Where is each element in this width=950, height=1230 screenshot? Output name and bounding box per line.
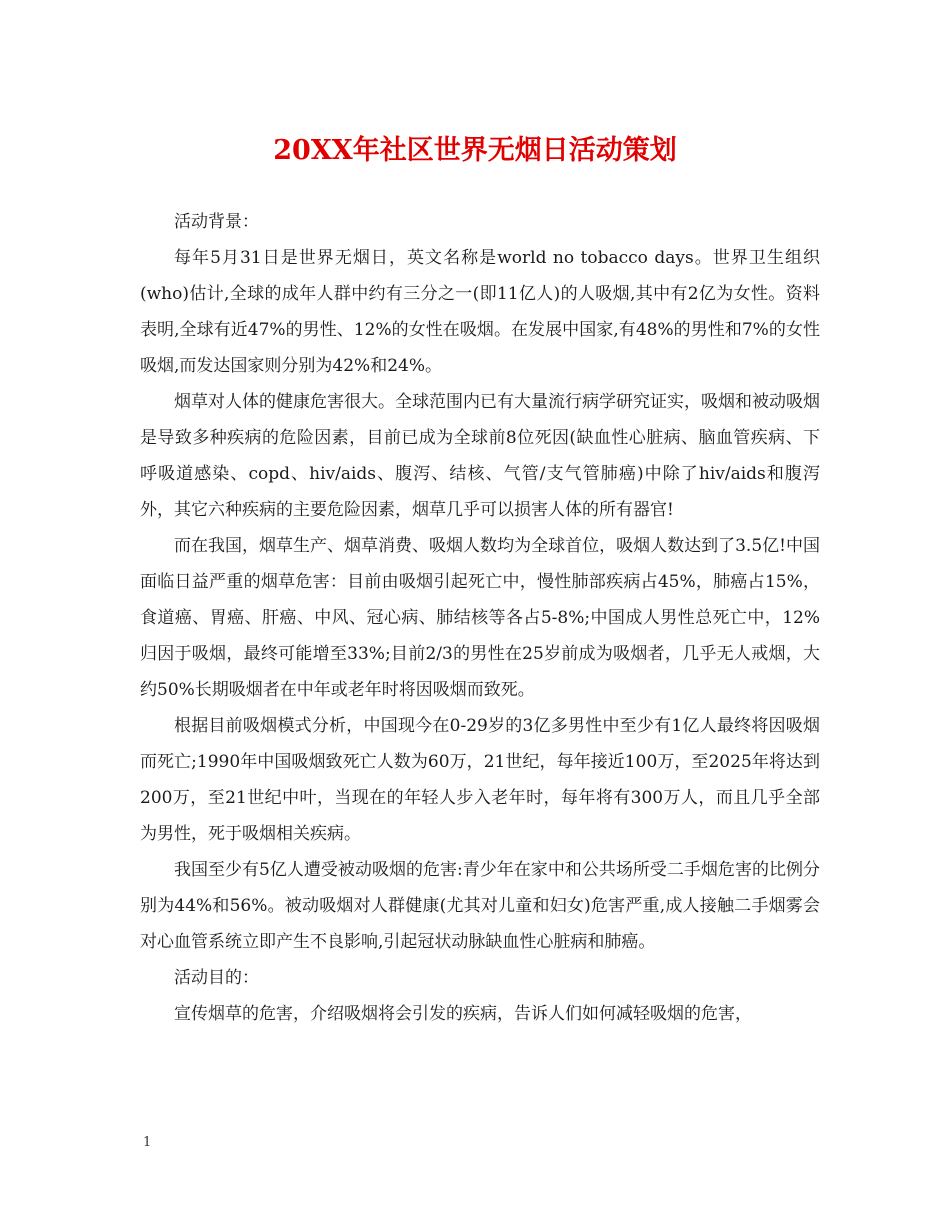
- paragraph: 我国至少有5亿人遭受被动吸烟的危害:青少年在家中和公共场所受二手烟危害的比例分别为44%和56%。被动吸烟对人群健康(尤其对儿童和妇女)危害严重,成人接触二手烟雾会对心血管系统立即产生不良影响,引起冠状动脉缺血性心脏病和肺癌。: [140, 860, 820, 952]
- paragraph: 烟草对人体的健康危害很大。全球范围内已有大量流行病学研究证实，吸烟和被动吸烟是导致多种疾病的危险因素，目前已成为全球前8位死因(缺血性心脏病、脑血管疾病、下呼吸道感染、copd、hiv/aids、腹泻、结核、气管/支气管肺癌)中除了hiv/aids和腹泻外，其它六种疾病的主要危险因素，烟草几乎可以损害人体的所有器官!: [140, 392, 820, 520]
- paragraph: 根据目前吸烟模式分析，中国现今在0-29岁的3亿多男性中至少有1亿人最终将因吸烟而死亡;1990年中国吸烟致死亡人数为60万，21世纪，每年接近100万，至2025年将达到200万，至21世纪中叶，当现在的年轻人步入老年时，每年将有300万人，而且几乎全部为男性，死于吸烟相关疾病。: [140, 716, 820, 844]
- document-title: 20XX年社区世界无烟日活动策划: [273, 135, 677, 166]
- page-number: 1: [143, 1135, 152, 1150]
- paragraph: 而在我国，烟草生产、烟草消费、吸烟人数均为全球首位，吸烟人数达到了3.5亿!中国面临日益严重的烟草危害：目前由吸烟引起死亡中，慢性肺部疾病占45%，肺癌占15%，食道癌、胃癌、肝癌、中风、冠心病、肺结核等各占5-8%;中国成人男性总死亡中，12%归因于吸烟，最终可能增至33%;目前2/3的男性在25岁前成为吸烟者，几乎无人戒烟，大约50%长期吸烟者在中年或老年时将因吸烟而致死。: [140, 536, 820, 700]
- section-heading-background: 活动背景：: [174, 212, 259, 232]
- paragraph: 宣传烟草的危害，介绍吸烟将会引发的疾病，告诉人们如何减轻吸烟的危害，: [174, 1004, 752, 1024]
- document-body: [140, 204, 820, 1032]
- paragraph: 每年5月31日是世界无烟日，英文名称是world no tobacco days。世界卫生组织(who)估计,全球的成年人群中约有三分之一(即11亿人)的人吸烟,其中有2亿为女性。资料表明,全球有近47%的男性、12%的女性在吸烟。在发展中国家,有48%的男性和7%的女性吸烟,而发达国家则分别为42%和24%。: [140, 248, 820, 376]
- section-heading-purpose: 活动目的：: [174, 968, 259, 988]
